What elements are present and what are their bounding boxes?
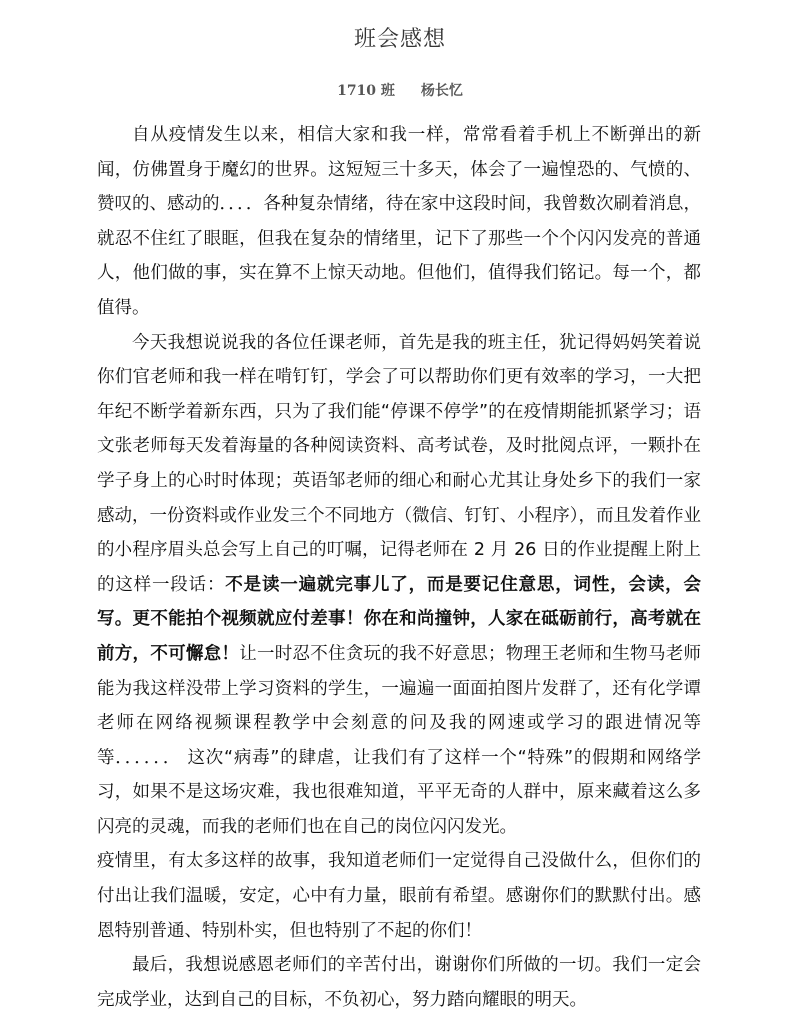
document-title: 班会感想 <box>353 27 446 52</box>
paragraph-closing: 最后，我想说感恩老师们的辛苦付出，谢谢你们所做的一切。我们一定会完成学业，达到自己的目标，不负初心，努力踏向耀眼的明天。 <box>97 955 701 1010</box>
article-body <box>97 118 701 1017</box>
paragraph-stories: 疫情里，有太多这样的故事，我知道老师们一定觉得自己没做什么，但你们的付出让我们温暖，安定，心中有力量，眼前有希望。感谢你们的默默付出。感恩特别普通、特别朴实，但也特别了不起的你们！ <box>97 851 701 941</box>
paragraph-teachers-part-2: 让一时忍不住贪玩的我不好意思；物理王老师和生物马老师能为我这样没带上学习资料的学生，一遍遍一面面拍图片发群了，还有化学谭老师在网络视频课程教学中会刻意的问及我的网速或学习的跟进情况等等．．．．．． 这次“病毒”的肆虐，让我们有了这样一个“特殊”的假期和网络学习，如果不是这场灾难，我也很难知道，平平无奇的人群中，原来藏着这么多闪亮的灵魂，而我的老师们也在自己的岗位闪闪发光。 <box>97 643 702 837</box>
teacher-quote: 不是读一遍就完事儿了，而是要记住意思，词性，会读，会写。更不能拍个视频就应付差事！你在和尚撞钟，人家在砥砺前行，高考就在前方，不可懈怠！ <box>97 574 701 664</box>
paragraph-teachers <box>97 326 701 845</box>
byline <box>0 80 800 100</box>
paragraph-teachers-part-1: 今天我想说说我的各位任课老师，首先是我的班主任，犹记得妈妈笑着说你们官老师和我一样在啃钉钉，学会了可以帮助你们更有效率的学习，一大把年纪不断学着新东西，只为了我们能“停课不停学”的在疫情期能抓紧学习；语文张老师每天发着海量的各种阅读资料、高考试卷，及时批阅点评，一颗扑在学子身上的心时时体现；英语邹老师的细心和耐心尤其让身处乡下的我们一家感动，一份资料或作业发三个不同地方（微信、钉钉、小程序），而且发着作业的小程序眉头总会写上自己的叮嘱，记得老师在 2 月 26 日的作业提醒上附上的这样一段话： <box>97 332 701 595</box>
paragraph-intro: 自从疫情发生以来，相信大家和我一样，常常看着手机上不断弹出的新闻，仿佛置身于魔幻的世界。这短短三十多天，体会了一遍惶恐的、气愤的、赞叹的、感动的．．．．各种复杂情绪，待在家中这段时间，我曾数次刷着消息，就忍不住红了眼眶，但我在复杂的情绪里，记下了那些一个个闪闪发亮的普通人，他们做的事，实在算不上惊天动地。但他们，值得我们铭记。每一个，都值得。 <box>97 125 701 318</box>
author-name: 杨长忆 <box>420 83 463 99</box>
class-name: 1710 班 <box>337 83 395 99</box>
